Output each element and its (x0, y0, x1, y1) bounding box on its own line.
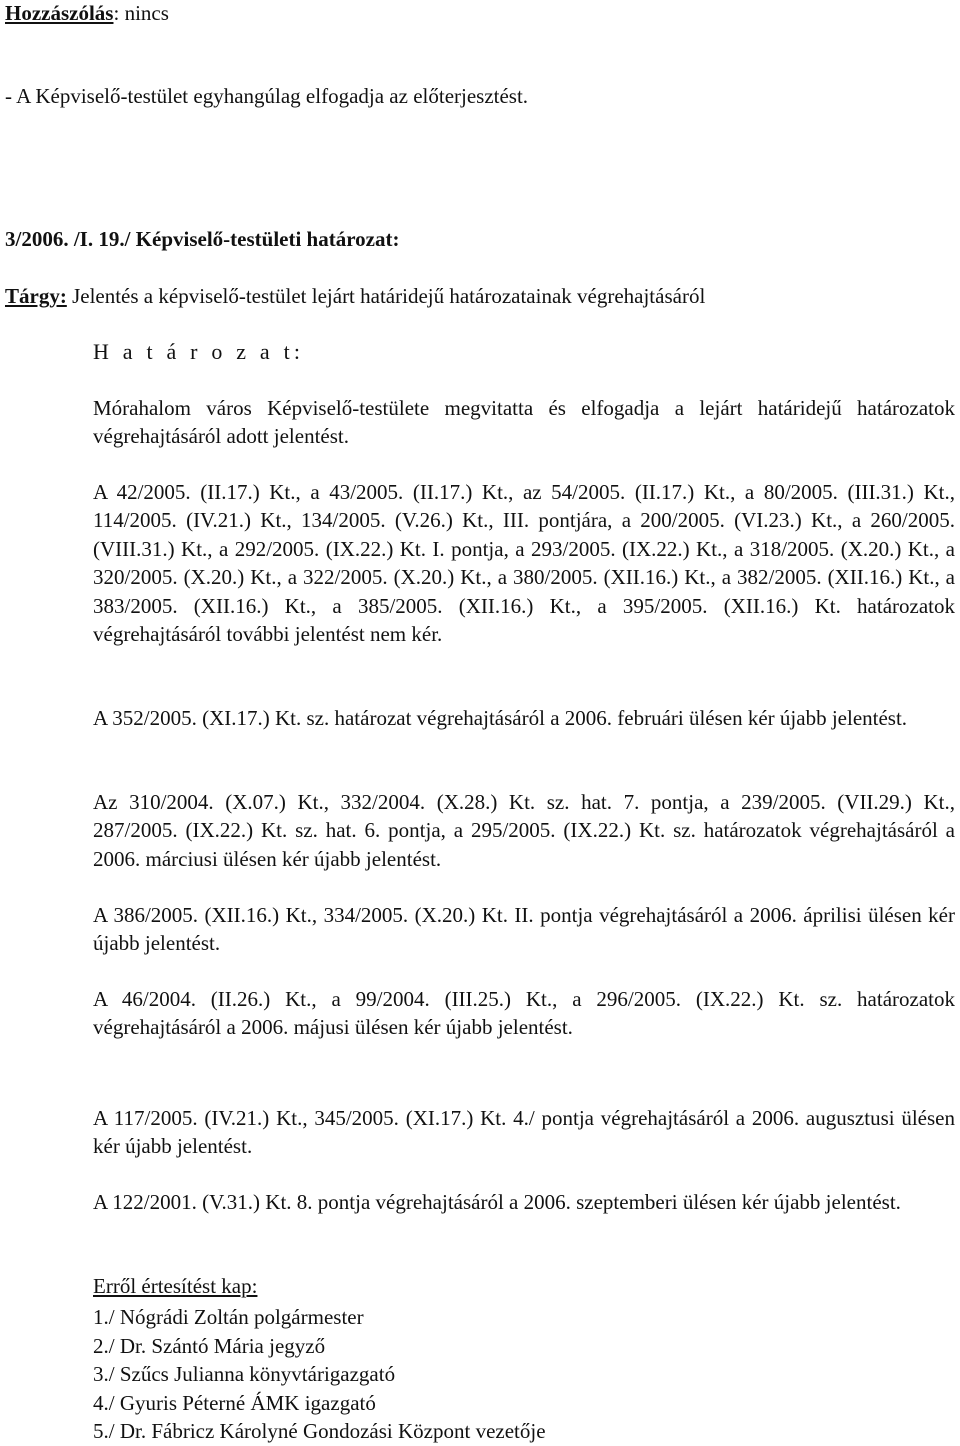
comment-label: Hozzászólás (5, 1, 114, 25)
recipient-item: 5./ Dr. Fábricz Károlyné Gondozási Központ vezetője (93, 1419, 546, 1443)
comment-line (5, 0, 169, 26)
recipient-list (93, 1303, 546, 1446)
paragraph-september: A 122/2001. (V.31.) Kt. 8. pontja végrehajtásáról a 2006. szeptemberi ülésen kér újabb jelentést. (93, 1190, 901, 1214)
recipient-item: 4./ Gyuris Péterné ÁMK igazgató (93, 1390, 376, 1415)
comment-value: : nincs (113, 1, 169, 25)
resolution-number: 3/2006. /I. 19./ Képviselő-testületi határozat: (5, 227, 400, 251)
paragraph-april: A 386/2005. (XII.16.) Kt., 334/2005. (X.20.) Kt. II. pontja végrehajtásáról a 2006. áprilisi ülésen kér újabb jelentést. (93, 903, 955, 956)
recipient-item: 1./ Nógrádi Zoltán polgármester (93, 1305, 364, 1329)
paragraph-march: Az 310/2004. (X.07.) Kt., 332/2004. (X.28.) Kt. sz. hat. 7. pontja, a 239/2005. (VII.29.) Kt., 287/2005. (IX.22.) Kt. sz. hat. 6. pontja, a 295/2005. (IX.22.) Kt. sz. határozatok végrehajtásáról a 2006. márciusi ülésen kér újabb jelentést. (93, 790, 955, 871)
subject-text: Jelentés a képviselő-testület lejárt határidejű határozatainak végrehajtásáról (66, 284, 706, 308)
recipient-item: 2./ Dr. Szántó Mária jegyző (93, 1333, 326, 1358)
paragraph-august: A 117/2005. (IV.21.) Kt., 345/2005. (XI.17.) Kt. 4./ pontja végrehajtásáról a 2006. augusztusi ülésen kér újabb jelentést. (93, 1106, 955, 1159)
subject-label: Tárgy: (5, 284, 67, 308)
paragraph-february: A 352/2005. (XI.17.) Kt. sz. határozat végrehajtásáról a 2006. februári ülésen kér újabb jelentést. (93, 706, 908, 730)
subject-line (5, 283, 705, 309)
paragraph-may: A 46/2004. (II.26.) Kt., a 99/2004. (III.25.) Kt., a 296/2005. (IX.22.) Kt. sz. határozatok végrehajtásáról a 2006. májusi ülésen kér újabb jelentést. (93, 987, 955, 1040)
approval-line: - A Képviselő-testület egyhangúlag elfogadja az előterjesztést. (5, 84, 529, 108)
paragraph-intro: Mórahalom város Képviselő-testülete megvitatta és elfogadja a lejárt határidejű határozatok végrehajtásáról adott jelentést. (93, 396, 955, 449)
resolution-heading: H a t á r o z a t: (93, 339, 305, 364)
paragraph-closed-resolutions: A 42/2005. (II.17.) Kt., a 43/2005. (II.17.) Kt., az 54/2005. (II.17.) Kt., a 80/2005. (III.31.) Kt., 114/2005. (IV.21.) Kt., 134/2005. (V.26.) Kt., III. pontjára, a 200/2005. (VI.23.) Kt., a 260/2005. (VIII.31.) Kt., a 292/2005. (IX.22.) Kt. I. pontja, a 293/2005. (IX.22.) Kt., a 318/2005. (X.20.) Kt., a 320/2005. (X.20.) Kt., a 322/2005. (X.20.) Kt., a 380/2005. (XII.16.) Kt., a 382/2005. (XII.16.) Kt., a 383/2005. (XII.16.) Kt., a 385/2005. (XII.16.) Kt., a 395/2005. (XII.16.) Kt. határozatok végrehajtásáról további jelentést nem kér. (93, 480, 955, 647)
recipient-item: 3./ Szűcs Julianna könyvtárigazgató (93, 1362, 396, 1386)
notify-label: Erről értesítést kap: (93, 1274, 258, 1298)
